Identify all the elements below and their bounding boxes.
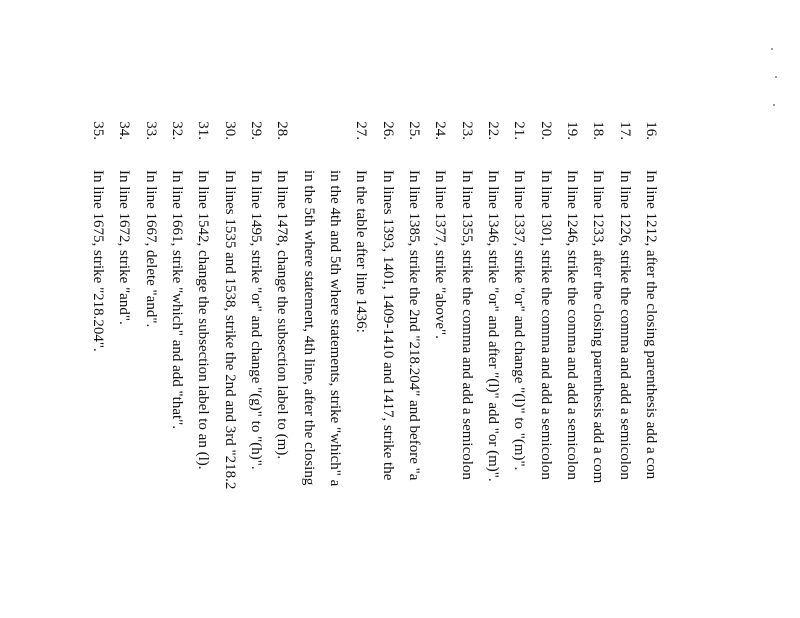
item-text: In line 1212, after the closing parenthesis add a con [643, 170, 659, 480]
item-text: In the table after line 1436: [353, 170, 369, 333]
item-number: 27. [353, 121, 369, 140]
item-text: In line 1661, strike "which" and add "that". [169, 170, 185, 430]
item-number: 32. [169, 121, 185, 140]
item-number: 25. [406, 121, 422, 140]
item-text: In lines 1535 and 1538, strike the 2nd and 3rd "218.2 [222, 170, 238, 490]
item-text: In line 1377, strike "above". [432, 170, 448, 339]
item-text: In line 1667, delete "and". [143, 170, 159, 328]
item-number: 21. [511, 121, 527, 140]
item-number: 17. [617, 121, 633, 140]
item-text: In line 1385, strike the 2nd "218.204" and before "a [406, 170, 422, 481]
scan-speck [775, 76, 777, 78]
item-text: In line 1301, strike the comma and add a semicolon [538, 170, 554, 480]
item-text: In line 1495, strike "or" and change "(g)" to "(h)". [248, 170, 264, 470]
scan-speck [771, 48, 773, 50]
item-number: 31. [195, 121, 211, 140]
item-text: In line 1337, strike "or" and change "(l)" to "(m)". [511, 170, 527, 471]
item-text: In line 1246, strike the comma and add a semicolon [564, 170, 580, 480]
item-text: In line 1355, strike the comma and add a semicolon [459, 170, 475, 480]
item-text: In line 1233, after the closing parenthesis add a com [590, 170, 606, 484]
item-number: 33. [143, 121, 159, 140]
scan-speck [773, 104, 775, 106]
item-text: In line 1542, change the subsection label to an (l). [195, 170, 211, 470]
item-number: 18. [590, 121, 606, 140]
item-text: In line 1675, strike "218.204". [90, 170, 106, 352]
item-text: In line 1346, strike "or" and after "(l)" add "or (m)". [485, 170, 501, 482]
item-text: In line 1226, strike the comma and add a semicolon [617, 170, 633, 480]
item-number: 34. [116, 121, 132, 140]
item-number: 30. [222, 121, 238, 140]
item-number: 28. [274, 121, 290, 140]
item-number: 29. [248, 121, 264, 140]
item-text: in the 5th where statement, 4th line, after the closing [301, 170, 317, 486]
item-number: 19. [564, 121, 580, 140]
item-number: 16. [643, 121, 659, 140]
item-number: 24. [432, 121, 448, 140]
item-number: 20. [538, 121, 554, 140]
item-number: 26. [380, 121, 396, 140]
item-text: in the 4th and 5th where statements, strike "which" a [327, 170, 343, 487]
item-text: In line 1672, strike "and". [116, 170, 132, 325]
amendment-list [78, 0, 658, 618]
item-number: 35. [90, 121, 106, 140]
item-number: 22. [485, 121, 501, 140]
item-text: In lines 1393, 1401, 1409-1410 and 1417, strike the [380, 170, 396, 481]
item-text: In line 1478, change the subsection label to (m). [274, 170, 290, 460]
item-number: 23. [459, 121, 475, 140]
